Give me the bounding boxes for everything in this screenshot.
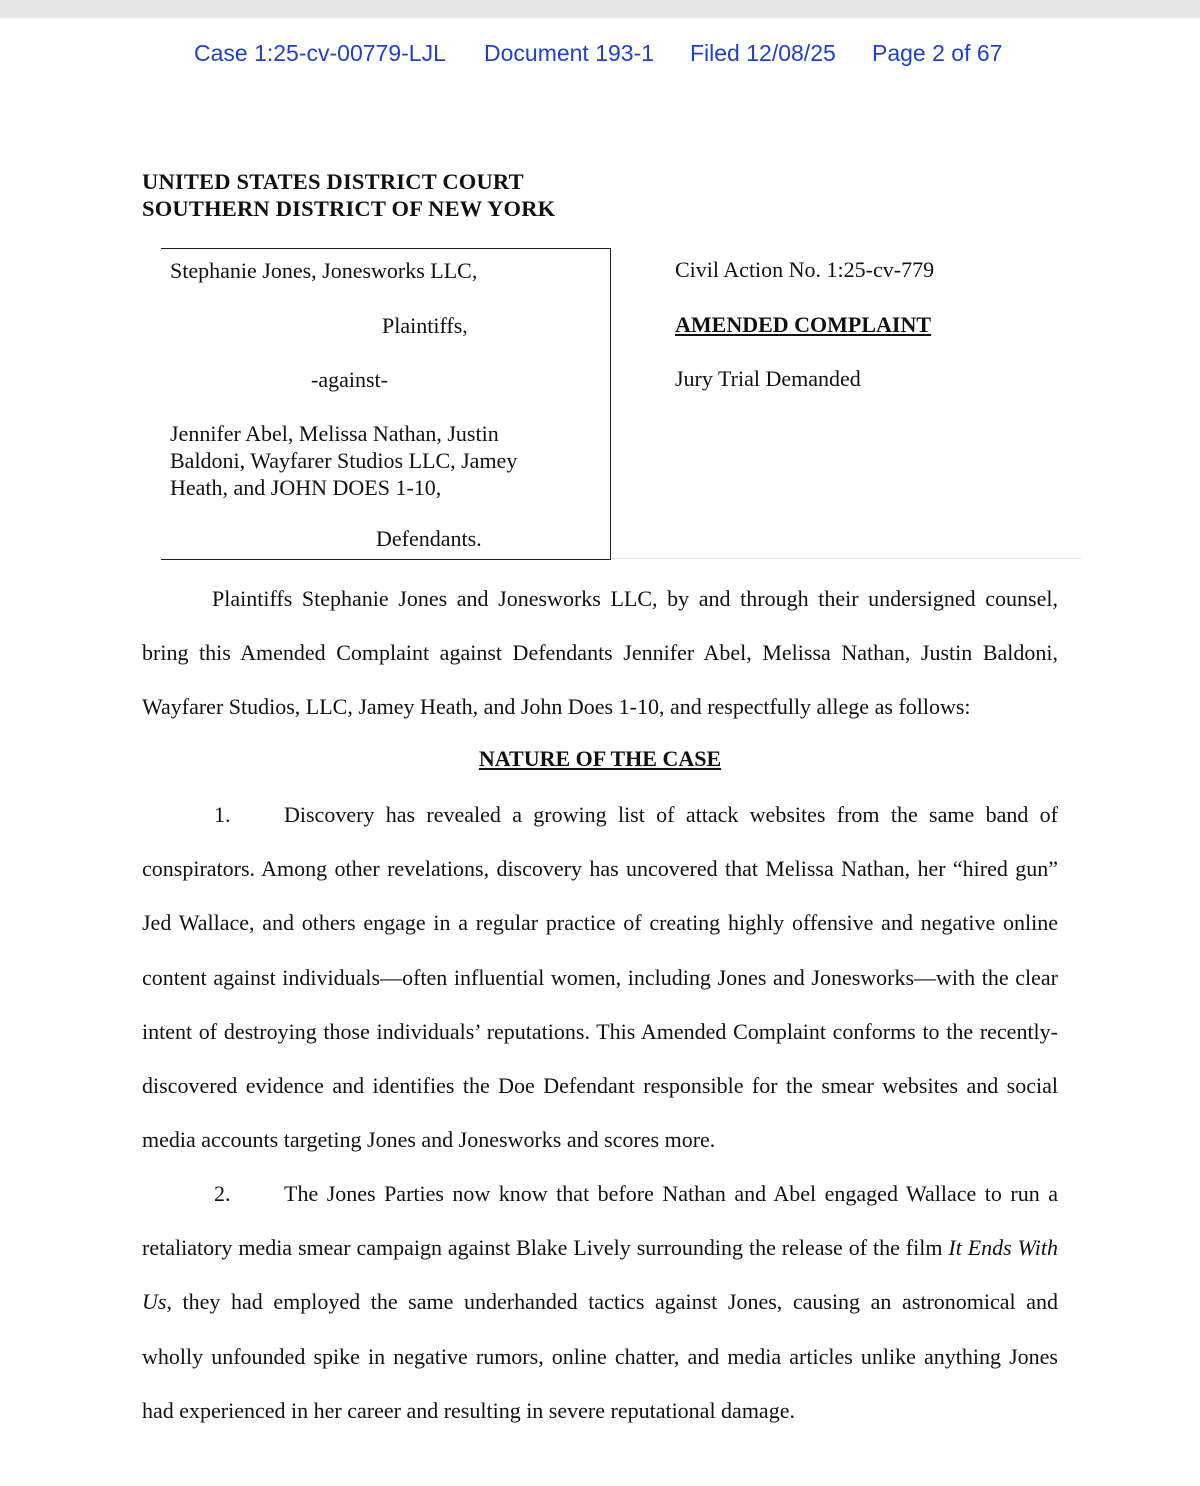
viewer-top-bar (0, 0, 1200, 18)
jury-demand: Jury Trial Demanded (675, 366, 861, 391)
court-line-2: SOUTHERN DISTRICT OF NEW YORK (142, 196, 556, 221)
defendants-line-1: Jennifer Abel, Melissa Nathan, Justin (170, 421, 499, 446)
court-line-1: UNITED STATES DISTRICT COURT (142, 169, 524, 194)
paragraph-2-text-before: The Jones Parties now know that before Nathan and Abel engaged Wallace to run a retaliatory media smear campaign against Blake Lively surrounding the release of the film (142, 1181, 1058, 1261)
paragraph-1-text: Discovery has revealed a growing list of attack websites from the same band of conspirators. Among other revelations, discovery has uncovered that Melissa Nathan, her “hired gun” Jed Wallace, and others engage in a regular practice of creating highly offensive and negative online content against individuals—often influential women, including Jones and Jonesworks—with the clear intent of destroying those individuals’ reputations. This Amended Complaint conforms to the recently-discovered evidence and identifies the Doe Defendant responsible for the smear websites and social media accounts targeting Jones and Jonesworks and scores more. (142, 802, 1058, 1153)
header-document-number: Document 193-1 (484, 40, 655, 66)
intro-paragraph: Plaintiffs Stephanie Jones and Jonesworks LLC, by and through their undersigned counsel, bring this Amended Complaint against Defendants Jennifer Abel, Melissa Nathan, Justin Baldoni, Wayfarer Studios, LLC, Jamey Heath, and John Does 1-10, and respectfully allege as follows: (142, 586, 1058, 720)
caption-divider (611, 558, 1081, 559)
defendants-line-2: Baldoni, Wayfarer Studios LLC, Jamey (170, 448, 518, 473)
case-caption-box (161, 248, 611, 560)
court-name (142, 168, 555, 222)
section-heading: NATURE OF THE CASE (478, 746, 722, 771)
plaintiffs-label: Plaintiffs, (382, 313, 468, 338)
filing-header (0, 40, 1200, 70)
paragraph-2-text-after: , they had employed the same underhanded tactics against Jones, causing an astronomical and wholly unfounded spike in negative rumors, online chatter, and media articles unlike anything Jones had experienced in her career and resulting in severe reputational damage. (142, 1289, 1058, 1423)
header-case-number: Case 1:25-cv-00779-LJL (194, 40, 446, 66)
plaintiffs-names: Stephanie Jones, Jonesworks LLC, (170, 258, 478, 283)
defendants-label: Defendants. (376, 526, 482, 551)
header-filed-date: Filed 12/08/25 (690, 40, 836, 66)
header-page-number: Page 2 of 67 (872, 40, 1003, 66)
paragraph-2-number: 2. (214, 1181, 231, 1206)
against-label: -against- (311, 367, 388, 392)
defendants-line-3: Heath, and JOHN DOES 1-10, (170, 475, 442, 500)
paragraph-1-number: 1. (214, 802, 231, 827)
document-title: AMENDED COMPLAINT (675, 312, 932, 337)
paragraph-1 (142, 788, 1058, 1167)
paragraph-2 (142, 1167, 1058, 1438)
paragraph-2-film-title: It Ends With Us (142, 1235, 1058, 1315)
civil-action-number: Civil Action No. 1:25-cv-779 (675, 257, 935, 282)
